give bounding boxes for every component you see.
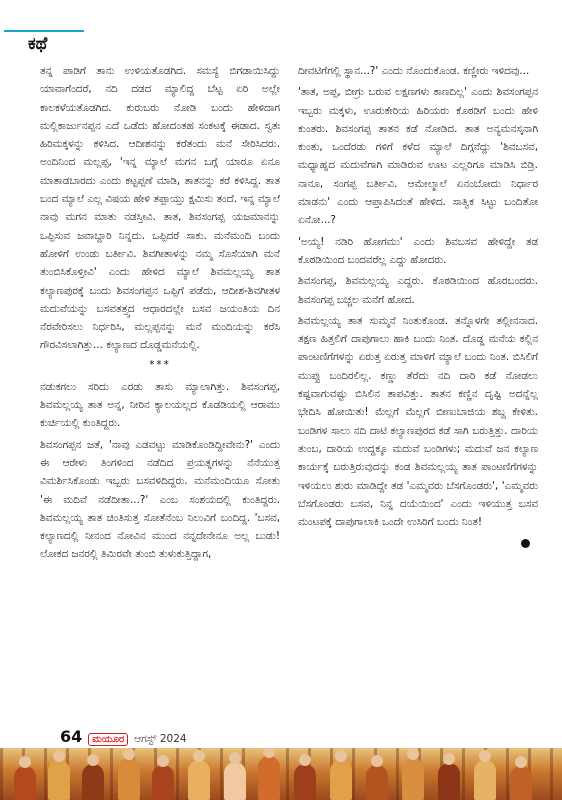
- paragraph: ಶಿವಸಂಗಪ್ಪ, ಶಿವಮಲ್ಲಯ್ಯ ಎದ್ದರು. ಕೊಠಡಿಯಿಂದ ಹೊರಬಂದರು. ಶಿವಸಂಗಪ್ಪ ಬಚ್ಚಲ ಮನೆಗೆ ಹೋದ.: [298, 275, 538, 306]
- paragraph: ದೀವಟಿಗೆಗಲ್ಲಿ ಸ್ಥಾನ...?' ಎಂದು ನೊಂದುಕೊಂಡ. ಕಣ್ಣೀರು ಇಳಿದವು...: [298, 65, 530, 77]
- section-break: ***: [149, 358, 171, 371]
- painted-figure: [82, 764, 104, 800]
- section-accent-rule: [4, 30, 84, 32]
- painted-figure: [118, 758, 140, 800]
- paragraph: ಶಿವಮಲ್ಲಯ್ಯ ತಾತ ಸುಮ್ಮನೆ ನಿಂತುಕೊಂಡ. ತನ್ನೊಳಗೇ ತಲ್ಲೀನನಾದ. ತಕ್ಷಣ ಹಿತ್ತಲಿಗೆ ದಾಪುಗಾಲು ಹಾಕಿ ಬಂದು ನಿಂತ. ದೊಡ್ಡ ಮನೆಯ ಕಲ್ಲಿನ ಪಾಂಟಣಿಗೆಗಳನ್ನು ಏರುತ್ತ ಏರುತ್ತ ಮಾಳಿಗೆ ಮ್ಯಾಲೆ ಬಂದು ನಿಂತ. ಬಿಸಿಲಿಗೆ ಮುಪ್ಪು ಬಂದಿರಲಿಲ್ಲ. ಕಣ್ಣು ತೆರೆದು ನದಿ ದಾರಿ ಕಡೆ ನೋಡಲು ಕಷ್ಟವಾಗುವಷ್ಟು ಬಿಸಿಲಿನ ತಾಪವಿತ್ತು. ತಾತನ ಕಣ್ಣಿನ ದೃಷ್ಟಿ ಅದನ್ನೆಲ್ಲ ಭೇದಿಸಿ ಹೋಯಿತು! ಮೆಲ್ಲಗೆ ಮೆಲ್ಲಗೆ ಬೀಣುಬಾಜಿಯ ಶಬ್ದ ಕೇಳಿತು. ಬಂಡಿಗಳ ಸಾಲು ನದಿ ದಾಟಿ ಕಲ್ಯಾಣಪುರದ ಕಡೆ ಸಾಗಿ ಬರುತ್ತಿತ್ತು. ದಾರಿಯ ತುಂಬ, ದಾರಿಯ ಉದ್ದಕ್ಕೂ ಮದುವೆ ಬಂಡಿಗಳು; ಮದುವೆ ಜನ ಕಲ್ಯಾಣ ಕಾರ್ಯಕ್ಕೆ ಬರುತ್ತಿರುವುದನ್ನು ಕಂಡ ಶಿವಮಲ್ಲಯ್ಯ ತಾತ ಪಾಂಟಣಿಗೆಗಳನ್ನು ಇಳಿಯಲು ಶುರು ಮಾಡಿದ್ದೇ ತಡ 'ಎಮ್ಮವರು ಬೆಸಗೊಂಡರು', 'ಎಮ್ಮವರು ಬೆಸಗೊಂಡರು ಬಸವ, ನಿನ್ನ ದಯೆಯಿಂದ' ಎಂದು ಇಳಿಯುತ್ತ ಬಸವ ಮಂಟಪಕ್ಕೆ ದಾಪುಗಾಲಾಕಿ ಒಂದೇ ಉಸಿರಿಗೆ ಬಂದು ನಿಂತ!: [298, 314, 538, 529]
- painted-figure: [366, 765, 388, 800]
- page-number: 64: [60, 727, 83, 746]
- magazine-logo: ಮಯೂರ: [88, 733, 128, 746]
- painted-figure: [224, 762, 246, 800]
- end-of-story-marker: [521, 539, 530, 548]
- article-body: [40, 62, 538, 720]
- paragraph: 'ಅಯ್ಯ! ನಡಿರಿ ಹೋಗಮು' ಎಂದು ಶಿವಬಸವ ಹೇಳಿದ್ದೇ ತಡ ಕೊಠಡಿಯಿಂದ ಬಂದವರೆಲ್ಲ ಎದ್ದು ಹೋದರು.: [298, 235, 538, 266]
- section-title: ಕಥೆ: [28, 34, 48, 54]
- painted-figure: [294, 764, 316, 800]
- painted-figure: [438, 763, 460, 800]
- painted-figure: [330, 760, 352, 800]
- paragraph: ಶಿವಸಂಗಪ್ಪನ ಜತೆ, 'ನಾವು ಎಡವಟ್ಟು ಮಾಡಿಕೊಂಡಿದ್ದೀವೇನು?' ಎಂದು ಈ ಆರೇಳು ತಿಂಗಳಿಂದ ನಡೆದಿದ ಪ್ರಯತ್ನಗಳನ್ನು ನೆನೆಯುತ್ತ ವಿಮರ್ಶಿಸಿಕೊಂಡು ಇಬ್ಬರು ಬಸವಳಿದಿದ್ದರು. ಮನೆಮಂದಿಯೂ ಸೋತು 'ಈ ಮದಿವೆ ನಡೆದೀತಾ...?' ಎಂಬ ಸಂಶಯದಲ್ಲಿ ಕುಂತಿದ್ದರು. ಶಿವಮಲ್ಲಯ್ಯ ತಾತ ಚಿಂತಿಸುತ್ತ ಸೋತೆನೆಂಬ ನಿಲುವಿಗೆ ಬಂದಿದ್ದ. 'ಬಸವ, ಕಲ್ಯಾಣದಲ್ಲಿ ನೀನಂದ ನೋವಿನ ಮುಂದ ನನ್ನದೇನೇನೂ ಅಲ್ಲ ಬುಡು! ಲೋಕದ ಜನರಲ್ಲಿ ತಿಮಿರವೇ ತುಂಬಿ ತುಳುಕುತ್ತಿದ್ದಾಗ,: [40, 438, 280, 561]
- issue-date: ಆಗಸ್ಟ್ 2024: [134, 733, 187, 745]
- painted-figure: [474, 760, 496, 800]
- painted-figure: [258, 756, 280, 800]
- column-left: [40, 62, 280, 720]
- painted-figure: [510, 766, 532, 800]
- paragraph: ತನ್ನ ಪಾಡಿಗೆ ತಾನು ಉಳಿಯತೊಡಗಿದ. ಸಮಸ್ಯೆ ಬಿಗಡಾಯಿಸಿದ್ದು ಯಾವಾಗೆಂದರೆ, ನದಿ ದಡದ ಮ್ಯಾಲಿದ್ದ ಬೆಟ್ಟ ಏರಿ ಅಲ್ಲೇ ಕಾಲಕಳೆಯತೊಡಗಿದ. ಕುರುಬರು ನೋಡಿ ಬಂದು ಹೇಳಿದಾಗ ಮಲ್ಲಿಕಾರ್ಜುನಪ್ಪನ ಎದೆ ಒಡೆದು ಹೋದಂತಹ ಸಂಕಟಕ್ಕೆ ಈಡಾದ. ಸ್ವತಃ ಹಿರಿಮಕ್ಕಳನ್ನು ಕಳಿಸಿದ. ಆದೀಶನನ್ನು ಕರೆತಂದು ಮನೆ ಸೇರಿಸಿದರು. ಅಂದಿನಿಂದ ಮಲ್ಲಪ್ಪ, 'ಇನ್ನ ಮ್ಯಾಲೆ ಮಗನ ಬಗ್ಗೆ ಯಾರೂ ಏನೂ ಮಾತಾಡಬಾರದು ಎಂದು ಕಟ್ಟಪ್ಪಣೆ ಮಾಡಿ, ತಾತನನ್ನು ಕರೆ ಕಳಿಸಿದ್ದ. ತಾತ ಬಂದ ಮ್ಯಾಲೆ ಎಲ್ಲ ವಿಷಯ ಹೇಳಿ ತಪ್ಪಾಯ್ತು ಕ್ಷಮಿಸು ತಂದೆ. ಇನ್ನ ಮ್ಯಾಲೆ ನಾವು ಮಗನ ಮಾತು ನಡಸ್ತೀವಿ. ತಾತ, ಶಿವಸಂಗಪ್ಪ ಯಜಮಾನನ್ನು ಒಪ್ಪಿಸುವ ಜವಾಬ್ದಾರಿ ನಿನ್ನದು. ಒಪ್ಪಿದರೆ ಸಾಕು. ಮನೆಮಂದಿ ಬಂದು ಹೋಳಿಗೆ ಉಂಡು ಬರ್ತೀವಿ. ಶಿವಗೀತಾಳನ್ನು ನಮ್ಮ ಸೊಸೆಯಾಗಿ ಮನೆ ತುಂಬಿಸಿಕೊಳ್ತೀವಿ' ಎಂದು ಹೇಳಿದ ಮ್ಯಾಲೆ ಶಿವಮಲ್ಲಯ್ಯ ತಾತ ಕಲ್ಯಾಣಪುರಕ್ಕೆ ಬಂದು ಶಿವಸಂಗಪ್ಪನ ಒಪ್ಪಿಗೆ ಪಡೆದು, ಆದೀಶ-ಶಿವಗೀತಳ ಮದುವೆಯನ್ನು ಬಸವತತ್ತ್ವದ ಆಧಾರದಲ್ಲೇ ಬಸವ ಜಯಂತಿಯ ದಿನ ನೆರವೇರಿಸಲು ನಿರ್ಧರಿಸಿ, ಮಲ್ಲಪ್ಪನನ್ನು ಮನೆ ಮಂದಿಯನ್ನು ಕರೆಸಿ ಗೌರವಿಸಲಾಗಿತ್ತು... ಕಲ್ಯಾಣದ ದೊಡ್ಡಮನೆಯಲ್ಲಿ.: [40, 65, 280, 352]
- painted-figure: [402, 758, 424, 800]
- painted-figure: [48, 760, 70, 800]
- painted-figure: [14, 766, 36, 800]
- painted-figure: [188, 760, 210, 800]
- decorative-painting-strip: [0, 748, 562, 800]
- column-right: [298, 62, 538, 720]
- paragraph: 'ತಾತ, ಅಪ್ಪ, ಬೀಗ್ರು ಬರುವ ಲಕ್ಷಣಗಳು ಕಾಣದಿಲ್ಲ' ಎಂದು ಶಿವಸಂಗಪ್ಪನ ಇಬ್ಬರು ಮಕ್ಕಳು, ಊರುಕೇರಿಯ ಹಿರಿಯರು ಕೊಠಡಿಗೆ ಬಂದು ಹೇಳಿ ಕುಂತರು. ಶಿವಸಂಗಪ್ಪ ತಾತನ ಕಡೆ ನೋಡಿದ. ತಾತ ಅನ್ಯಮನಸ್ಕನಾಗಿ ಕುಂತು, ಒಂದೆರಡು ಗಳಿಗೆ ಕಳೆದ ಮ್ಯಾಲೆ ದಿಗ್ಗನೆದ್ದು 'ಶಿವಬಸವ, ಮಧ್ಯಾಹ್ನದ ಮದುವೆಗಾಗಿ ಮಾಡಿರುವ ಊಟ ಎಲ್ಲರಿಗೂ ಮಾಡಿಸಿ ಬಿಡ್ರಿ. ನಾನೂ, ಸಂಗಪ್ಪ ಬರ್ತೀವಿ. ಆಮೇಲ್ಮಾಲೆ ಏನಂಬೋದು ನಿರ್ಧಾರ ಮಾಡನು' ಎಂದು ಆಪ್ತಾಪಿಸಿದಂತೆ ಹೇಳಿದ. ಸಾತ್ವಿಕ ಸಿಟ್ಟು ಬಂದಿತೋ ಏನೋ...?: [298, 86, 538, 227]
- painted-figure: [152, 765, 174, 800]
- page-footer: [60, 727, 187, 749]
- paragraph: ನಡುಕಗಲು ಸರಿದು ಎರಡು ತಾಸು ಮ್ಯಾಲಾಗಿತ್ತು. ಶಿವಸಂಗಪ್ಪ, ಶಿವಮಲ್ಲಯ್ಯ ತಾತ ಅನ್ನ, ನೀರಿನ ಕ್ಯಾಲಯಲ್ಲದ ಕೊಡಡಿಯಲ್ಲಿ ಆರಾಮು ಕುರ್ಚಿಯಲ್ಲಿ ಕುಂತಿದ್ದರು.: [40, 380, 280, 430]
